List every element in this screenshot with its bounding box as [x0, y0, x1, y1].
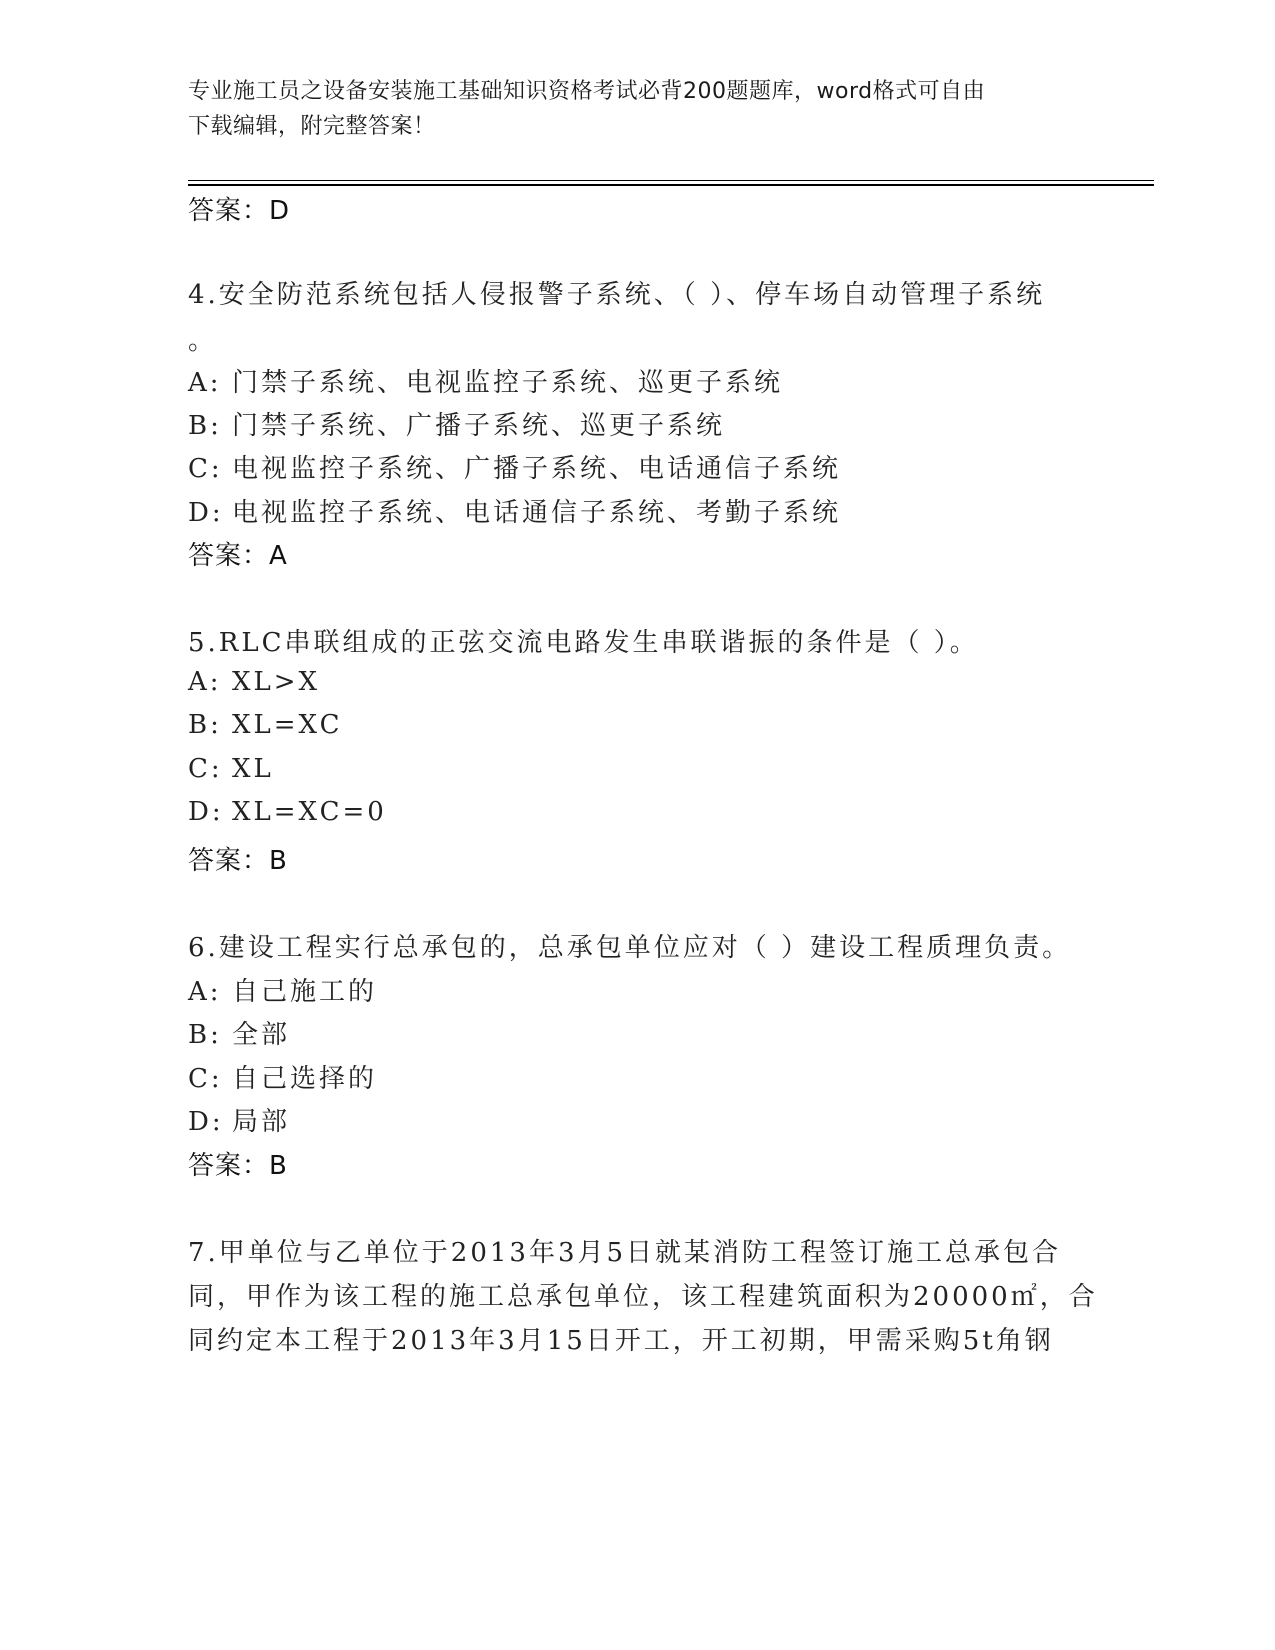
option-text: XL=XC: [232, 710, 343, 740]
header-line-1: 专业施工员之设备安装施工基础知识资格考试必背200题题库，word格式可自由: [188, 79, 986, 104]
option-label: B:: [188, 710, 222, 740]
option-text: 自己施工的: [232, 977, 378, 1007]
header-divider-thick: [188, 184, 1154, 186]
option-text: 电视监控子系统、电话通信子系统、考勤子系统: [232, 498, 842, 528]
option-text: 局部: [232, 1107, 291, 1137]
question-7-text-line-3: 同约定本工程于2013年3月15日开工，开工初期，甲需采购5t角钢: [188, 1326, 1054, 1356]
question-4-answer: 答案：A: [188, 541, 288, 571]
question-5-option-d: [188, 797, 387, 827]
question-7-text-line-1: 7.甲单位与乙单位于2013年3月5日就某消防工程签订施工总承包合: [188, 1238, 1062, 1268]
option-label: B:: [188, 1020, 222, 1050]
question-6-answer: 答案：B: [188, 1151, 288, 1181]
question-4-option-d: [188, 492, 841, 529]
document-header: [188, 74, 1088, 144]
question-6-option-a: [188, 971, 377, 1008]
option-label: C:: [188, 1064, 223, 1094]
option-label: C:: [188, 454, 223, 484]
question-4-option-b: [188, 405, 725, 442]
header-divider-thin: [188, 180, 1154, 181]
option-label: A:: [188, 667, 222, 697]
option-text: XL=XC=0: [232, 797, 387, 827]
option-label: A:: [188, 977, 222, 1007]
question-7-text-line-2: 同，甲作为该工程的施工总承包单位，该工程建筑面积为20000㎡，合: [188, 1282, 1098, 1312]
option-text: 全部: [232, 1020, 291, 1050]
question-5-option-b: [188, 710, 343, 740]
option-text: 电视监控子系统、广播子系统、电话通信子系统: [232, 454, 842, 484]
option-text: 门禁子系统、广播子系统、巡更子系统: [232, 411, 726, 441]
option-text: XL>X: [232, 667, 321, 697]
question-5-option-c: [188, 754, 274, 784]
question-5-text: 5.RLC串联组成的正弦交流电路发生串联谐振的条件是（ ）。: [188, 628, 979, 658]
header-line-2: 下载编辑，附完整答案！: [188, 114, 436, 139]
option-label: C:: [188, 754, 223, 784]
question-4-option-c: [188, 448, 841, 485]
option-label: D:: [188, 797, 224, 827]
previous-answer: 答案：D: [188, 196, 291, 226]
question-4-text-line-2: 。: [188, 326, 218, 356]
option-label: B:: [188, 411, 222, 441]
question-5-option-a: [188, 667, 320, 697]
question-6-option-d: [188, 1101, 290, 1138]
question-4-option-a: [188, 362, 783, 399]
question-5-answer: 答案：B: [188, 846, 288, 876]
option-text: 自己选择的: [232, 1064, 378, 1094]
option-label: A:: [188, 368, 222, 398]
option-text: XL: [232, 754, 274, 784]
question-6-option-b: [188, 1014, 290, 1051]
question-6-text: 6.建设工程实行总承包的，总承包单位应对（ ）建设工程质理负责。: [188, 933, 1072, 963]
option-label: D:: [188, 498, 224, 528]
option-text: 门禁子系统、电视监控子系统、巡更子系统: [232, 368, 784, 398]
question-4-text-line-1: 4.安全防范系统包括人侵报警子系统、（ ）、停车场自动管理子系统: [188, 280, 1046, 310]
question-6-option-c: [188, 1058, 377, 1095]
option-label: D:: [188, 1107, 224, 1137]
